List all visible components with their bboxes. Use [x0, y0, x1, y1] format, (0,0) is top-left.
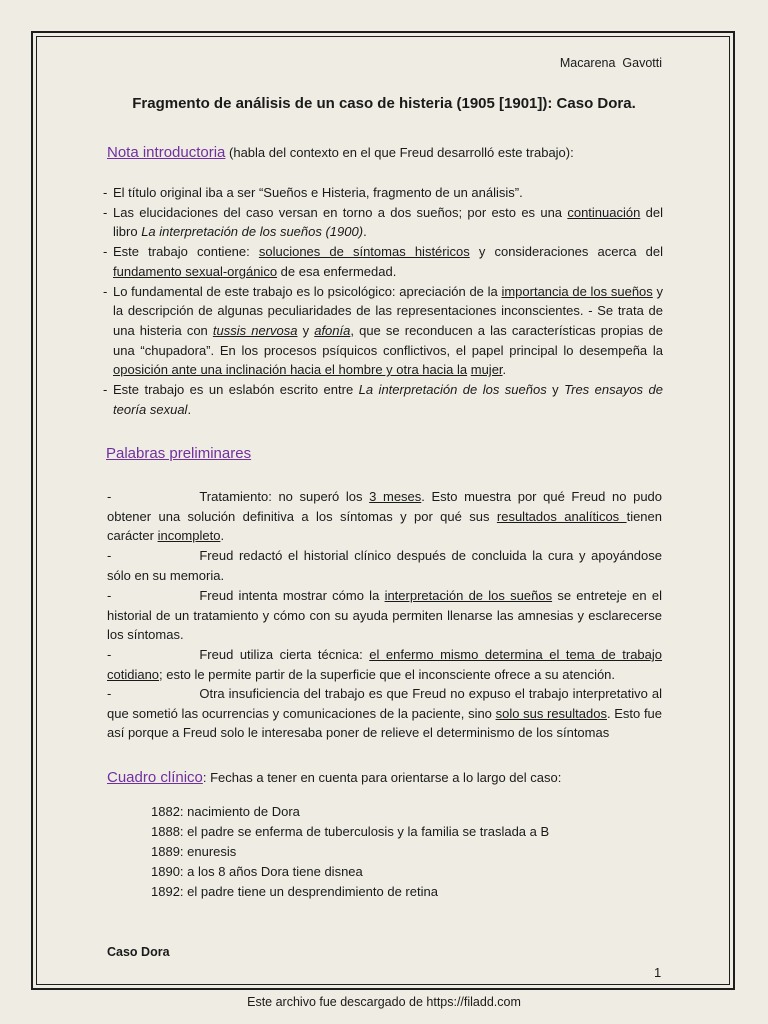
list-item: - Lo fundamental de este trabajo es lo psicológico: apreciación de la importancia de los sueños y la descripción de algunas peculiaridades de las representaciones inconscientes. - Se trata de una histeria con tussis nervosa y afonía, que se reconducen a las características propias de una “chupadora”. En los procesos psíquicos conflictivos, el papel principal lo desempeña la oposición ante una inclinación hacia el hombre y otra hacia la mujer.: [103, 283, 663, 378]
underlined-text: resultados analíticos: [496, 508, 627, 524]
text: . Esto muestra por qué Freud no pudo obtener una solución definitiva a los síntomas y por qué sus: [107, 489, 663, 524]
underlined-text: incompleto: [157, 528, 221, 544]
underlined-text: importancia de los sueños: [501, 283, 653, 299]
text: de esa enfermedad.: [277, 263, 397, 279]
text: y consideraciones acerca del: [469, 244, 663, 260]
nota-bullets: [103, 183, 663, 419]
text: . Esto fue así porque a Freud solo le interesaba poner de relieve el determinismo de los síntomas: [107, 705, 663, 741]
italic-text: Tres ensayos de teoría sexual: [113, 382, 663, 417]
list-item: - Este trabajo contiene: soluciones de síntomas histéricos y consideraciones acerca del fundamento sexual-orgánico de esa enfermedad.: [103, 244, 663, 279]
text: del libro: [113, 204, 663, 240]
text: y la descripción de algunas peculiaridades de las representaciones inconscientes. - Se trata de una histeria con: [113, 283, 663, 338]
nota-bullet-1: El título original iba a ser “Sueños e Histeria, fragmento de un análisis”.: [113, 185, 523, 200]
palabras-item-2: - Freud redactó el historial clínico después de concluida la cura y apoyándose sólo en su memoria.: [107, 548, 662, 583]
nota-heading-note: (habla del contexto en el que Freud desarrolló este trabajo):: [225, 145, 574, 160]
date-item: 1890: a los 8 años Dora tiene disnea: [151, 864, 363, 879]
list-item: - Este trabajo es un eslabón escrito entre La interpretación de los sueños y Tres ensayos de teoría sexual.: [103, 382, 663, 417]
text: Tratamiento: no superó los: [199, 489, 370, 504]
cuadro-heading-line: [107, 769, 561, 786]
text: ; esto le permite partir de la superficie que el inconsciente ofrece a su atención.: [159, 666, 616, 682]
cuadro-heading: Cuadro clínico: [107, 769, 203, 786]
underlined-text: afonía: [314, 322, 351, 338]
text: Freud intenta mostrar cómo la: [199, 588, 385, 603]
palabras-item-4: - Freud utiliza cierta técnica: el enfermo mismo determina el tema de trabajo cotidiano; esto le permite partir de la superficie que el inconsciente ofrece a su atención.: [107, 647, 663, 682]
palabras-item-3: - Freud intenta mostrar cómo la interpretación de los sueños se entreteje en el historial de un tratamiento y cómo con su ayuda permiten llenarse las amnesias y esclarecerse los síntomas.: [107, 588, 662, 643]
underlined-text: 3 meses: [369, 489, 422, 504]
underlined-text: interpretación de los sueños: [384, 588, 553, 603]
cuadro-heading-note: : Fechas a tener en cuenta para orientarse a lo largo del caso:: [202, 770, 562, 785]
text: Otra insuficiencia del trabajo es que Freud no expuso el trabajo interpretativo al que sometió las ocurrencias y comunicaciones de la paciente, sino: [107, 686, 662, 721]
author-name: Macarena Gavotti: [559, 56, 662, 70]
italic-text: La interpretación de los sueños (1900): [141, 224, 364, 240]
text: Lo fundamental de este trabajo es lo psicológico: apreciación de la: [113, 283, 502, 299]
nota-heading: Nota introductoria: [107, 144, 226, 161]
text: Las elucidaciones del caso versan en torno a dos sueños; por esto es una: [113, 204, 568, 220]
list-item: - El título original iba a ser “Sueños e Histeria, fragmento de un análisis”.: [103, 183, 663, 203]
text: .: [220, 528, 225, 544]
italic-text: La interpretación de los sueños: [358, 382, 547, 398]
document-title: Fragmento de análisis de un caso de histeria (1905 [1901]): Caso Dora.: [132, 95, 636, 112]
page-number: 1: [654, 965, 662, 980]
date-item: 1889: enuresis: [151, 844, 237, 859]
download-notice: Este archivo fue descargado de https://filadd.com: [247, 995, 521, 1009]
nota-heading-line: [107, 144, 574, 161]
underlined-text: oposición ante una inclinación hacia el hombre y otra hacia la: [113, 362, 468, 378]
text: Freud redactó el historial clínico después de concluida la cura y apoyándose sólo en su memoria.: [107, 548, 662, 583]
text: y: [546, 382, 565, 398]
text: .: [502, 362, 507, 378]
text: .: [187, 401, 192, 417]
text: Este trabajo contiene:: [113, 244, 259, 260]
palabras-item-1: - Tratamiento: no superó los 3 meses. Esto muestra por qué Freud no pudo obtener una solución definitiva a los síntomas y por qué sus resultados analíticos tienen carácter incompleto.: [107, 489, 663, 544]
underlined-text: tussis nervosa: [212, 322, 298, 338]
text: .: [363, 224, 367, 240]
text: Freud utiliza cierta técnica:: [199, 647, 370, 662]
underlined-text: mujer: [470, 362, 503, 378]
date-item: 1888: el padre se enferma de tuberculosis y la familia se traslada a B: [151, 824, 550, 839]
palabras-item-5: - Otra insuficiencia del trabajo es que Freud no expuso el trabajo interpretativo al que sometió las ocurrencias y comunicaciones de la paciente, sino solo sus resultados. Esto fue así porque a Freud solo le interesaba poner de relieve el determinismo de los síntomas: [107, 686, 663, 741]
text: se entreteje en el historial de un tratamiento y cómo con su ayuda permiten llenarse las amnesias y esclarecerse los síntomas.: [107, 588, 662, 643]
underlined-text: solo sus resultados: [495, 705, 607, 721]
text: , que se reconducen a las características propias de una “chupadora”. En los procesos psíquicos conflictivos, el papel principal lo desempeña la: [113, 322, 663, 358]
text: y: [297, 322, 315, 338]
list-item: - Las elucidaciones del caso versan en torno a dos sueños; por esto es una continuación del libro La interpretación de los sueños (1900).: [103, 204, 663, 240]
palabras-heading: Palabras preliminares: [106, 445, 252, 462]
date-item: 1882: nacimiento de Dora: [151, 804, 300, 819]
underlined-text: fundamento sexual-orgánico: [113, 263, 278, 279]
footer-case-label: Caso Dora: [107, 945, 170, 959]
date-item: 1892: el padre tiene un desprendimiento de retina: [151, 884, 438, 899]
text: tienen carácter: [107, 508, 662, 544]
underlined-text: soluciones de síntomas histéricos: [258, 244, 470, 260]
underlined-text: continuación: [567, 204, 641, 220]
text: Este trabajo es un eslabón escrito entre: [113, 382, 359, 398]
underlined-text: el enfermo mismo determina el tema de trabajo cotidiano: [107, 647, 663, 682]
